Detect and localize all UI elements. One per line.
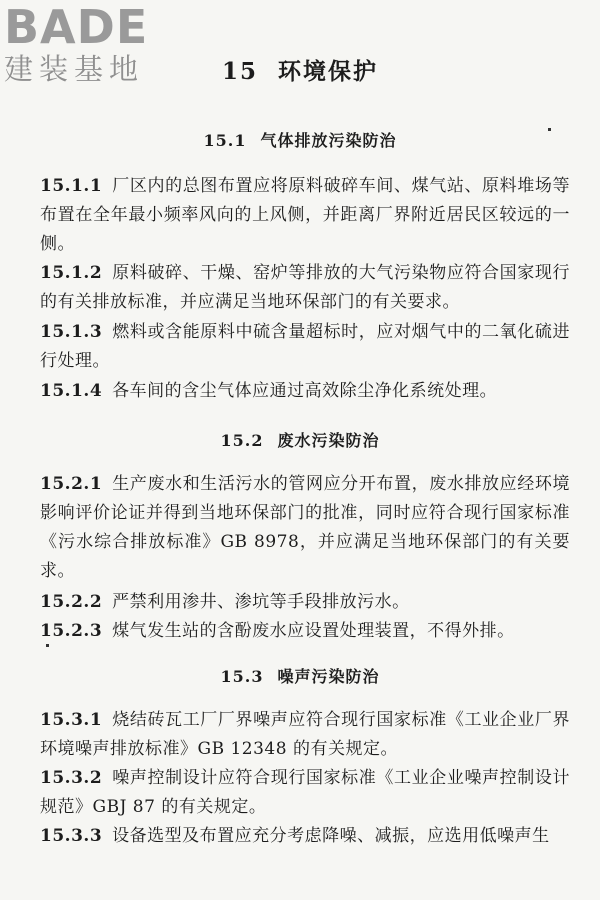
clause [40, 588, 570, 617]
clause [40, 617, 570, 646]
clause [40, 377, 570, 406]
clause [40, 259, 570, 317]
section-title: 废水污染防治 [277, 431, 380, 450]
clause [40, 764, 570, 822]
clause-text: 烧结砖瓦工厂厂界噪声应符合现行国家标准《工业企业厂界环境噪声排放标准》GB 12348 的有关规定。 [40, 710, 570, 759]
scan-speck [46, 644, 49, 647]
section-heading [0, 664, 600, 687]
section-number: 15.3 [220, 667, 264, 686]
chapter-number: 15 [221, 58, 258, 85]
clause-text: 厂区内的总图布置应将原料破碎车间、煤气站、原料堆场等布置在全年最小频率风向的上风侧，并距离厂界附近居民区较远的一侧。 [40, 176, 570, 254]
clause-number: 15.1.4 [40, 381, 103, 401]
clause-number: 15.3.1 [40, 710, 103, 730]
clause-number: 15.1.1 [40, 176, 103, 196]
clause-text: 设备选型及布置应充分考虑降噪、减振，应选用低噪声生 [112, 826, 550, 846]
clause-text: 原料破碎、干燥、窑炉等排放的大气污染物应符合国家现行的有关排放标准，并应满足当地环保部门的有关要求。 [40, 263, 570, 312]
section-heading [0, 428, 600, 451]
clause-number: 15.1.3 [40, 322, 103, 342]
clause-number: 15.1.2 [40, 263, 103, 283]
clause [40, 706, 570, 764]
scan-speck [548, 128, 551, 131]
clause [40, 470, 570, 586]
clause-text: 煤气发生站的含酚废水应设置处理装置，不得外排。 [112, 621, 515, 641]
clause-text: 生产废水和生活污水的管网应分开布置，废水排放应经环境影响评价论证并得到当地环保部门的批准，同时应符合现行国家标准《污水综合排放标准》GB 8978，并应满足当地环保部门的有关要求。 [40, 474, 570, 581]
section-title: 噪声污染防治 [277, 667, 380, 686]
clause-number: 15.3.3 [40, 826, 103, 846]
clause [40, 822, 570, 851]
chapter-title-text: 环境保护 [278, 58, 378, 85]
section-number: 15.2 [220, 431, 264, 450]
section-title: 气体排放污染防治 [260, 131, 397, 150]
clause-number: 15.3.2 [40, 768, 103, 788]
logo-subtitle: 建装基地 [4, 52, 145, 86]
clause-text: 严禁利用渗井、渗坑等手段排放污水。 [112, 592, 410, 612]
clause [40, 318, 570, 376]
clause-number: 15.2.3 [40, 621, 103, 641]
clause [40, 172, 570, 259]
clause-text: 噪声控制设计应符合现行国家标准《工业企业噪声控制设计规范》GBJ 87 的有关规定。 [40, 768, 570, 817]
section-number: 15.1 [203, 131, 247, 150]
clause-number: 15.2.2 [40, 592, 103, 612]
clause-text: 燃料或含能原料中硫含量超标时，应对烟气中的二氧化硫进行处理。 [40, 322, 570, 371]
clause-text: 各车间的含尘气体应通过高效除尘净化系统处理。 [112, 381, 498, 401]
chapter-title [0, 53, 600, 86]
section-heading [0, 128, 600, 151]
logo-wordmark: BADE [4, 0, 149, 54]
clause-number: 15.2.1 [40, 474, 103, 494]
